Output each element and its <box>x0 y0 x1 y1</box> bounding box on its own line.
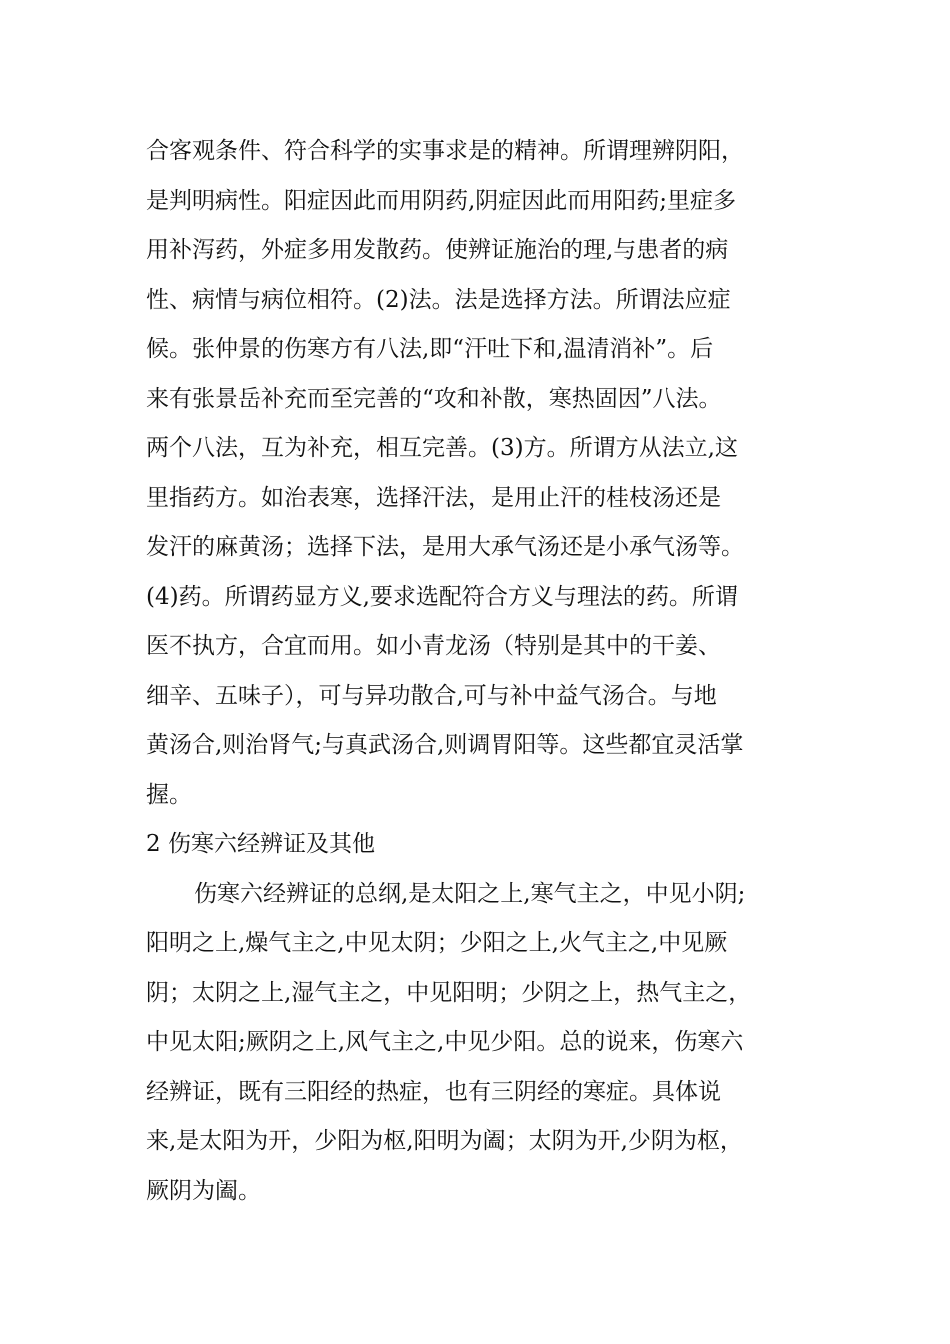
text-line: 合客观条件、符合科学的实事求是的精神。所谓理辨阴阳， <box>146 138 744 164</box>
text-line: 黄汤合,则治肾气;与真武汤合,则调胃阳等。这些都宜灵活掌 <box>146 732 744 758</box>
text-line: 伤寒六经辨证的总纲,是太阳之上,寒气主之，中见小阴; <box>194 880 746 907</box>
text-line: 来,是太阳为开，少阳为枢,阳明为阖；太阴为开,少阴为枢， <box>146 1128 743 1154</box>
text-line: 厥阴为阖。 <box>146 1177 261 1204</box>
paragraph-1 <box>146 127 806 820</box>
text-line: 医不执方，合宜而用。如小青龙汤（特别是其中的干姜、 <box>146 633 721 659</box>
text-line: 是判明病性。阳症因此而用阴药,阴症因此而用阳药;里症多 <box>146 187 737 214</box>
text-line: 里指药方。如治表寒，选择汗法，是用止汗的桂枝汤还是 <box>146 484 721 511</box>
text-line: 中见太阳;厥阴之上,风气主之,中见少阳。总的说来，伤寒六 <box>146 1029 744 1055</box>
paragraph-2 <box>146 870 806 1217</box>
text-line: 细辛、五味子），可与异功散合,可与补中益气汤合。与地 <box>146 682 717 709</box>
text-line: 经辨证，既有三阳经的热症，也有三阴经的寒症。具体说 <box>146 1078 721 1105</box>
text-line: 发汗的麻黄汤；选择下法，是用大承气汤还是小承气汤等。 <box>146 534 744 560</box>
text-line: 阳明之上,燥气主之,中见太阴；少阳之上,火气主之,中见厥 <box>146 930 728 956</box>
text-line: 两个八法，互为补充，相互完善。(3)方。所谓方从法立,这 <box>146 435 738 461</box>
text-line: 握。 <box>146 781 192 808</box>
text-line: 阴；太阴之上,湿气主之，中见阳明；少阴之上，热气主之， <box>146 979 752 1006</box>
document-page <box>146 127 806 1216</box>
text-line: 用补泻药，外症多用发散药。使辨证施治的理,与患者的病 <box>146 237 729 263</box>
text-line: (4)药。所谓药显方义,要求选配符合方义与理法的药。所谓 <box>146 583 738 610</box>
text-line: 来有张景岳补充而至完善的“攻和补散，寒热固因”八法。 <box>146 385 722 412</box>
text-line: 候。张仲景的伤寒方有八法,即“汗吐下和,温清消补”。后 <box>146 336 714 362</box>
text-line: 性、病情与病位相符。(2)法。法是选择方法。所谓法应症 <box>146 286 731 313</box>
section-heading: 2 伤寒六经辨证及其他 <box>146 831 375 857</box>
